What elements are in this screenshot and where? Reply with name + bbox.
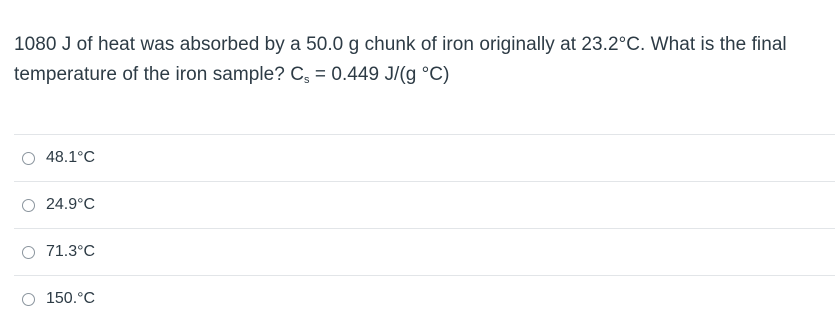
question-line-2-prefix: temperature of the iron sample? C xyxy=(14,64,304,85)
question-text xyxy=(14,30,829,90)
radio-button[interactable] xyxy=(22,199,35,212)
question-line-1: 1080 J of heat was absorbed by a 50.0 g chunk of iron originally at 23.2°C. What is the final xyxy=(14,34,787,55)
question-line-2 xyxy=(14,60,829,90)
radio-button[interactable] xyxy=(22,246,35,259)
answer-label: 71.3°C xyxy=(46,243,96,260)
answer-option[interactable] xyxy=(14,181,835,228)
radio-button[interactable] xyxy=(22,293,35,306)
answer-list xyxy=(14,134,835,322)
answer-option[interactable] xyxy=(14,228,835,275)
radio-button[interactable] xyxy=(22,152,35,165)
answer-label: 150.°C xyxy=(46,290,96,307)
answer-option[interactable] xyxy=(14,275,835,322)
specific-heat-subscript: s xyxy=(303,74,310,86)
question-line-2-suffix: = 0.449 J/(g °C) xyxy=(309,64,450,85)
answer-option[interactable] xyxy=(14,134,835,181)
answer-label: 48.1°C xyxy=(46,149,96,166)
answer-label: 24.9°C xyxy=(46,196,96,213)
